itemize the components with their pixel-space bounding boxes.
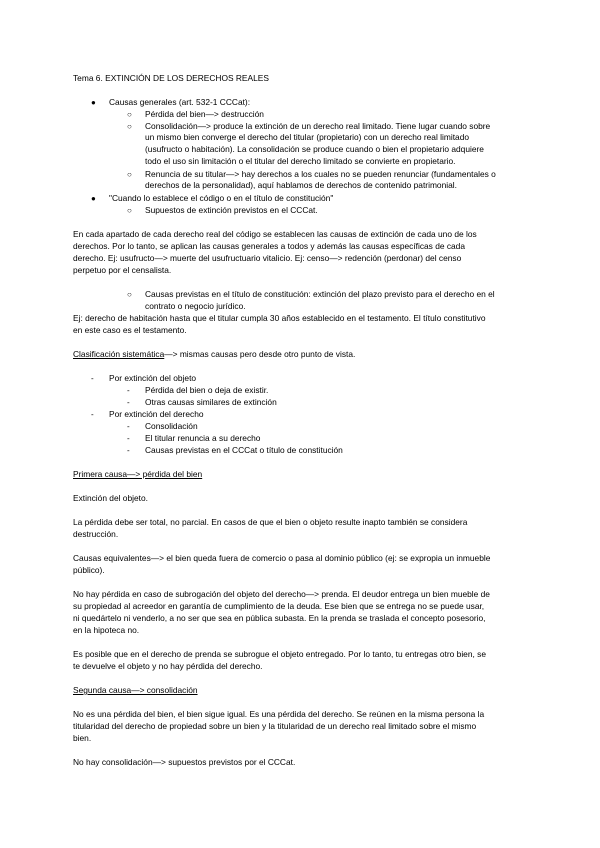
bullet-circle-icon: ○	[127, 170, 132, 179]
paragraph-line: No es una pérdida del bien, el bien sigue igual. Es una pérdida del derecho. Se reúnen en la misma persona la	[73, 709, 485, 719]
classification-text: —> mismas causas pero desde otro punto de vista.	[164, 349, 356, 359]
list-item: Causas previstas en el título de constitución: extinción del plazo previsto para el derecho en el	[145, 289, 495, 299]
paragraph-line: En cada apartado de cada derecho real del código se establecen las causas de extinción de cada uno de los	[73, 229, 477, 239]
bullet-circle-icon: ○	[127, 110, 132, 119]
paragraph-line: en la hipoteca no.	[73, 625, 140, 635]
list-item: (usufructo o habitación). La consolidación se produce cuando o bien el propietario adquiere	[145, 144, 484, 154]
bullet-circle-icon: ○	[127, 206, 132, 215]
section-heading: Segunda causa—> consolidación	[73, 685, 198, 695]
paragraph-line: su propiedad al acreedor en garantía de cumplimiento de la deuda. Ese bien que se entrega no se puede usar,	[73, 601, 485, 611]
list-item: un mismo bien converge el derecho del titular (propietario) con un derecho real limitado	[145, 132, 470, 142]
paragraph-line: No hay consolidación—> supuestos previstos por el CCCat.	[73, 757, 296, 767]
list-item: Causas previstas en el CCCat o título de constitución	[145, 445, 343, 455]
page-title: Tema 6. EXTINCIÓN DE LOS DERECHOS REALES	[73, 73, 269, 83]
bullet-circle-icon: ○	[127, 122, 132, 131]
paragraph-line: Causas equivalentes—> el bien queda fuera de comercio o pasa al dominio público (ej: se expropia un inmueble	[73, 553, 491, 563]
bullet-dash-icon: -	[127, 398, 130, 407]
list-item: contrato o negocio jurídico.	[145, 301, 246, 311]
paragraph-line: destrucción.	[73, 529, 119, 539]
list-item: Otras causas similares de extinción	[145, 397, 277, 407]
paragraph-line: derecho. Ej: usufructo—> muerte del usufructuario vitalicio. Ej: censo—> redención (perdonar) del censo	[73, 253, 462, 263]
classification-line	[73, 349, 355, 360]
paragraph-line: La pérdida debe ser total, no parcial. En casos de que el bien o objeto resulte inapto también se considera	[73, 517, 468, 527]
bullet-dash-icon: -	[127, 446, 130, 455]
paragraph-line: derechos. Por lo tanto, se aplican las causas generales a todos y además las causas específicas de cada	[73, 241, 465, 251]
paragraph-line: titularidad del derecho de propiedad sobre un bien y la titularidad de un derecho real limitado sobre el mismo	[73, 721, 477, 731]
bullet-dash-icon: -	[91, 374, 94, 383]
list-item: Causas generales (art. 532-1 CCCat):	[109, 97, 251, 107]
list-item: Por extinción del derecho	[109, 409, 204, 419]
list-item: Renuncia de su titular—> hay derechos a los cuales no se pueden renunciar (fundamentales o	[145, 169, 496, 179]
list-item: Consolidación—> produce la extinción de un derecho real limitado. Tiene lugar cuando sobre	[145, 121, 491, 131]
paragraph-line: bien.	[73, 733, 92, 743]
list-item: El titular renuncia a su derecho	[145, 433, 261, 443]
list-item: Pérdida del bien o deja de existir.	[145, 385, 269, 395]
paragraph-line: ni quedártelo ni venderlo, a no ser que sea en pública subasta. En la prenda se traslada el concepto posesorio,	[73, 613, 486, 623]
list-item: Por extinción del objeto	[109, 373, 197, 383]
paragraph-line: te devuelve el objeto y no hay pérdida del derecho.	[73, 661, 263, 671]
paragraph-line: perpetuo por el censalista.	[73, 265, 172, 275]
list-item: todo el uso sin limitación o el titular del derecho limitado se convierte en propietario.	[145, 156, 456, 166]
paragraph-line: Es posible que en el derecho de prenda se subrogue el objeto entregado. Por lo tanto, tu entregas otro bien, se	[73, 649, 486, 659]
paragraph-line: No hay pérdida en caso de subrogación del objeto del derecho—> prenda. El deudor entrega un bien mueble de	[73, 589, 490, 599]
bullet-dash-icon: -	[127, 434, 130, 443]
bullet-dot-icon: ●	[91, 98, 96, 107]
list-item: derechos de la personalidad), aquí hablamos de derechos de contenido patrimonial.	[145, 180, 457, 190]
paragraph-line: en este caso es el testamento.	[73, 325, 187, 335]
paragraph-line: Extinción del objeto.	[73, 493, 148, 503]
classification-label: Clasificación sistemática	[73, 349, 165, 359]
bullet-circle-icon: ○	[127, 290, 132, 299]
list-item: Pérdida del bien—> destrucción	[145, 109, 264, 119]
bullet-dot-icon: ●	[91, 194, 96, 203]
paragraph-line: Ej: derecho de habitación hasta que el titular cumpla 30 años establecido en el testamento. El título constitutivo	[73, 313, 486, 323]
section-heading: Primera causa—> pérdida del bien	[73, 469, 203, 479]
bullet-dash-icon: -	[127, 386, 130, 395]
list-item: Consolidación	[145, 421, 198, 431]
bullet-dash-icon: -	[91, 410, 94, 419]
bullet-dash-icon: -	[127, 422, 130, 431]
list-item: "Cuando lo establece el código o en el título de constitución"	[109, 193, 334, 203]
list-item: Supuestos de extinción previstos en el CCCat.	[145, 205, 318, 215]
paragraph-line: público).	[73, 565, 105, 575]
